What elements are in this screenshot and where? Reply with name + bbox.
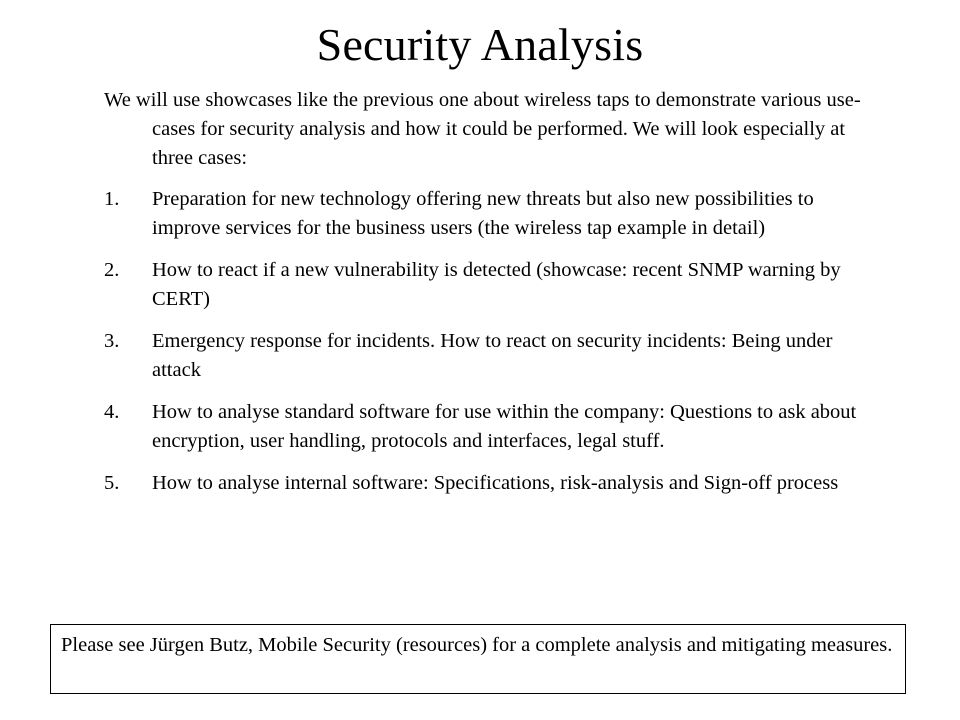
list-item: [104, 327, 864, 385]
list-item: [104, 185, 864, 243]
list-item-number: 5.: [104, 472, 120, 494]
reference-note-box: [50, 624, 906, 694]
list-item-text: How to analyse internal software: Specifications, risk-analysis and Sign-off process: [152, 472, 839, 494]
case-list: [104, 185, 864, 498]
list-item-number: 1.: [104, 188, 120, 210]
list-item-number: 2.: [104, 259, 120, 281]
list-item-text: How to react if a new vulnerability is detected (showcase: recent SNMP warning by CERT): [152, 259, 841, 310]
list-item-text: Preparation for new technology offering new threats but also new possibilities to improve services for the business users (the wireless tap example in detail): [152, 188, 814, 239]
slide-title: Security Analysis: [316, 19, 644, 70]
list-item: [104, 398, 864, 456]
slide-body: [104, 86, 864, 511]
list-item-number: 3.: [104, 330, 120, 352]
list-item-number: 4.: [104, 401, 120, 423]
list-item: [104, 469, 864, 498]
reference-note-text: Please see Jürgen Butz, Mobile Security (resources) for a complete analysis and mitigating measures.: [61, 634, 893, 656]
intro-paragraph: We will use showcases like the previous one about wireless taps to demonstrate various use-cases for security analysis and how it could be performed. We will look especially at three cases:: [104, 89, 861, 169]
list-item: [104, 256, 864, 314]
list-item-text: How to analyse standard software for use within the company: Questions to ask about encryption, user handling, protocols and interfaces, legal stuff.: [152, 401, 857, 452]
list-item-text: Emergency response for incidents. How to react on security incidents: Being under attack: [152, 330, 833, 381]
